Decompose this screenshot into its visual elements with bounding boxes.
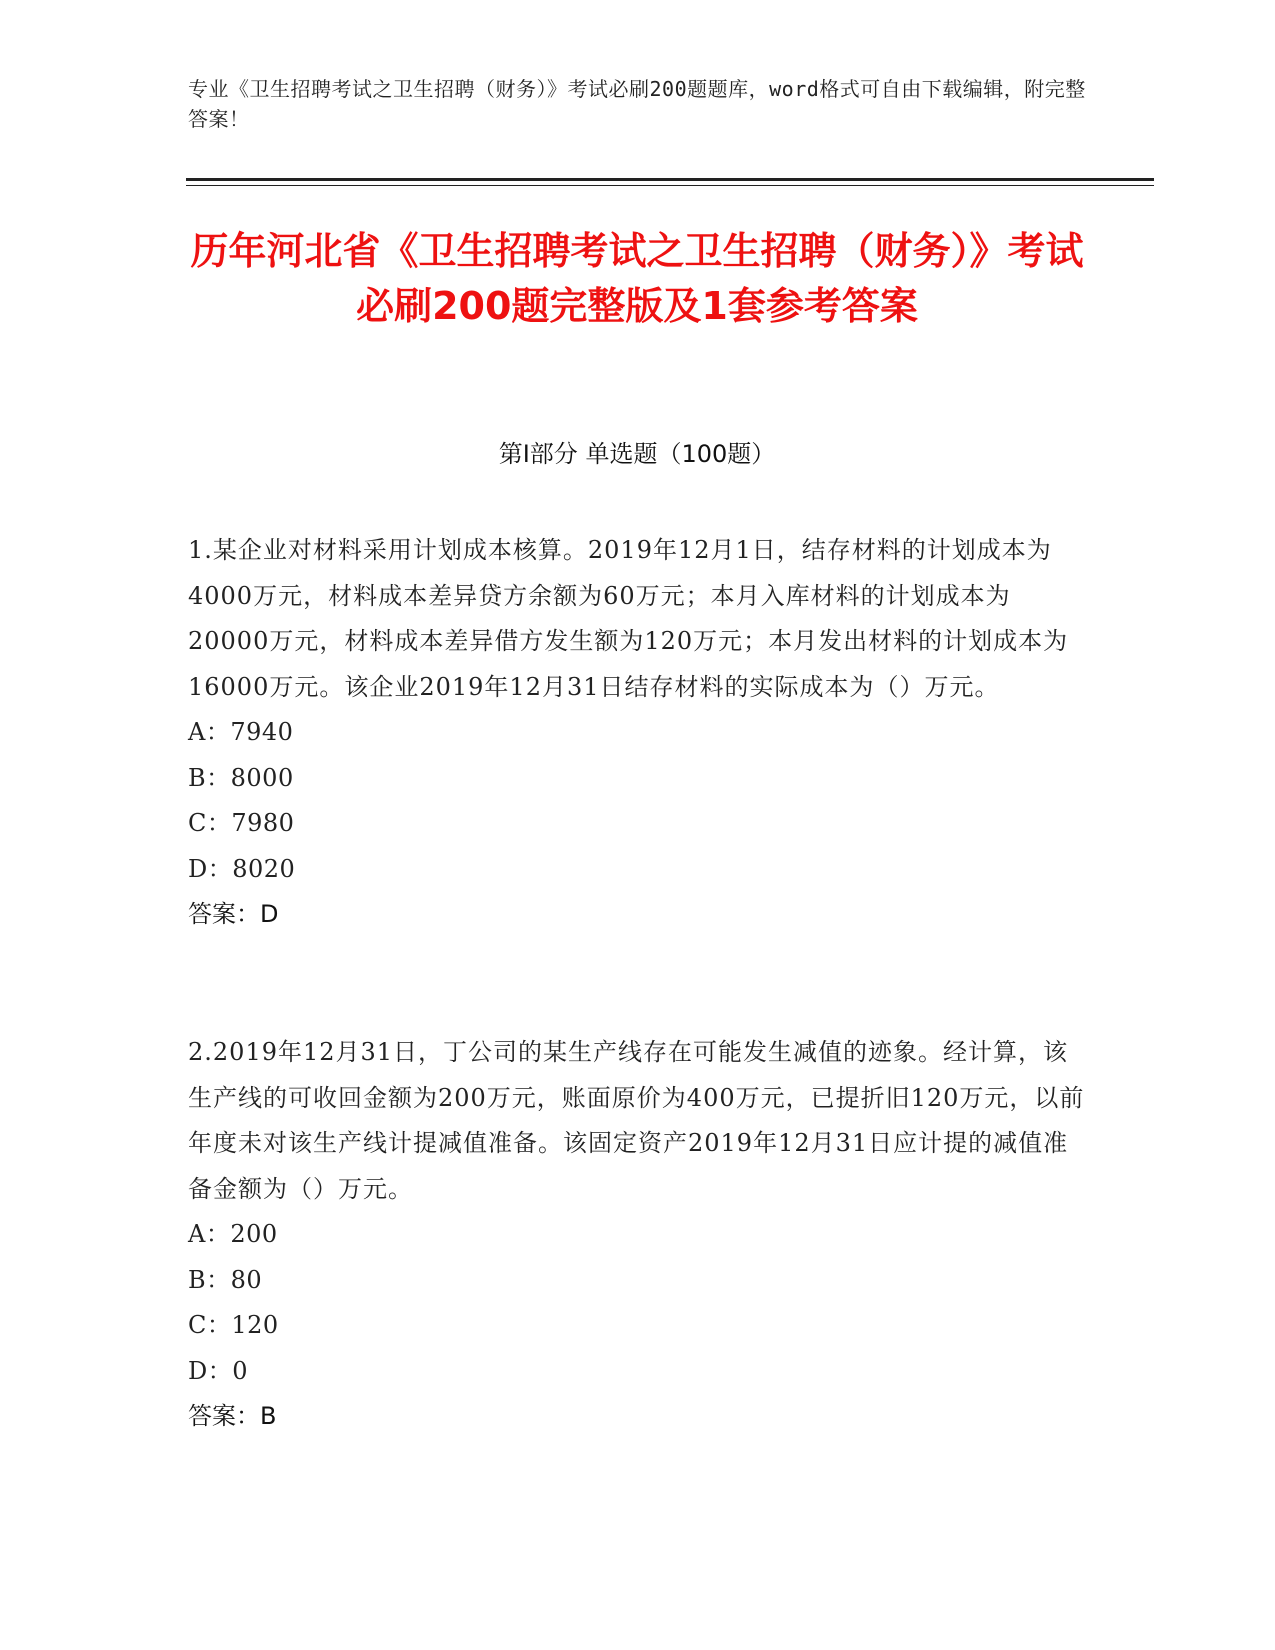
question-stem: 1.某企业对材料采用计划成本核算。2019年12月1日，结存材料的计划成本为4000万元，材料成本差异贷方余额为60万元；本月入库材料的计划成本为20000万元，材料成本差异借方发生额为120万元；本月发出材料的计划成本为16000万元。该企业2019年12月31日结存材料的实际成本为（）万元。 bbox=[188, 536, 1069, 701]
option-a: A：200 bbox=[188, 1220, 278, 1248]
option-b: B：80 bbox=[188, 1265, 263, 1294]
section-title: 第I部分 单选题（100题） bbox=[498, 440, 776, 468]
answer: 答案：D bbox=[188, 900, 279, 928]
question-2 bbox=[188, 1030, 1088, 1440]
option-c: C：7980 bbox=[188, 809, 295, 837]
question-1 bbox=[188, 528, 1088, 938]
header-note: 专业《卫生招聘考试之卫生招聘（财务）》考试必刷200题题库，word格式可自由下载编辑，附完整答案！ bbox=[188, 77, 1086, 131]
option-c: C：120 bbox=[188, 1311, 279, 1339]
option-d: D：8020 bbox=[188, 854, 296, 883]
header-divider-thin bbox=[186, 185, 1154, 186]
option-b: B：8000 bbox=[188, 763, 294, 792]
question-stem: 2.2019年12月31日，丁公司的某生产线存在可能发生减值的迹象。经计算，该生产线的可收回金额为200万元，账面原价为400万元，已提折旧120万元，以前年度未对该生产线计提减值准备。该固定资产2019年12月31日应计提的减值准备金额为（）万元。 bbox=[188, 1038, 1085, 1203]
header-divider-thick bbox=[186, 178, 1154, 181]
option-a: A：7940 bbox=[188, 718, 294, 746]
answer: 答案：B bbox=[188, 1402, 277, 1430]
option-d: D：0 bbox=[188, 1356, 249, 1385]
document-title: 历年河北省《卫生招聘考试之卫生招聘（财务）》考试必刷200题完整版及1套参考答案 bbox=[190, 229, 1084, 328]
